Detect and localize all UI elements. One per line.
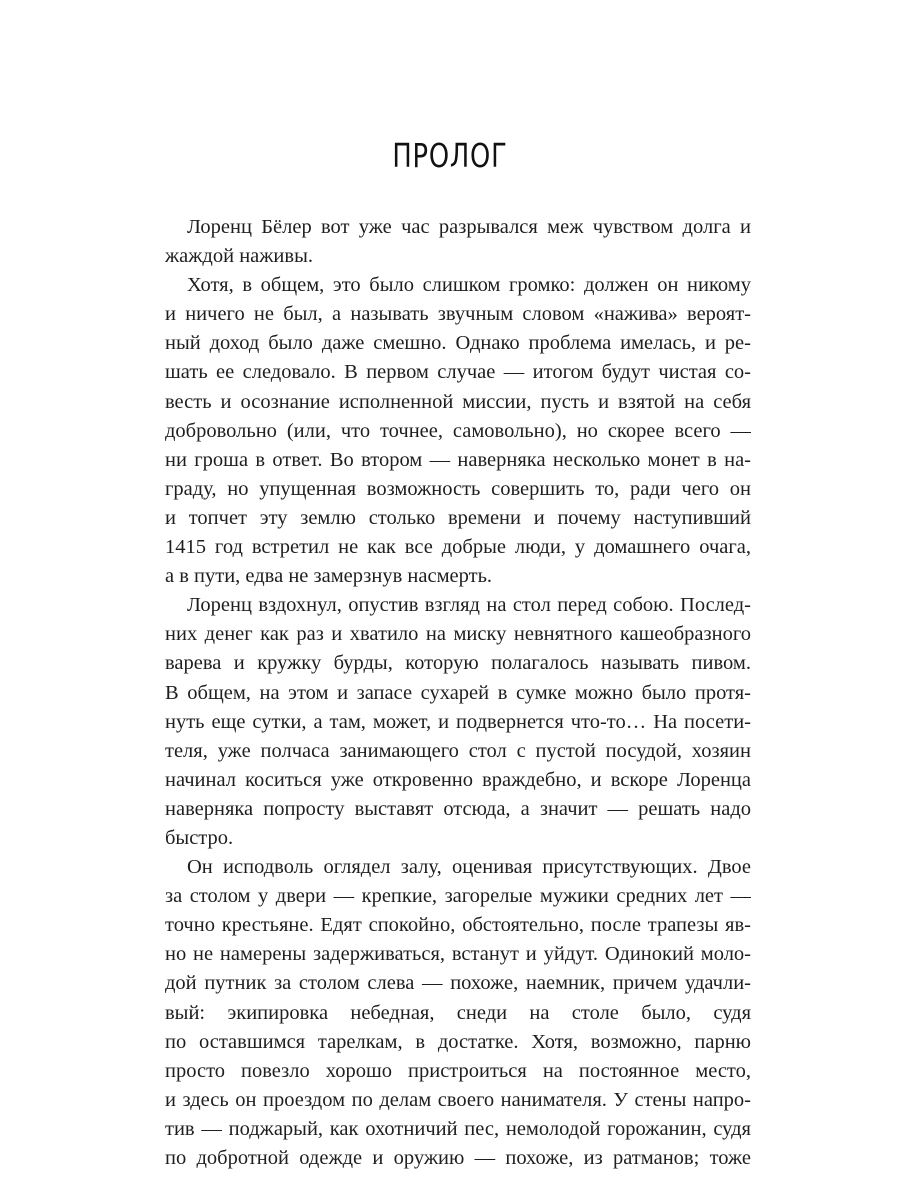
- text-line: ный доход было даже смешно. Однако проблема имелась, и ре-: [165, 332, 751, 355]
- text-line: и здесь он проездом по делам своего нанимателя. У стены напро-: [165, 1088, 751, 1111]
- text-line: Хотя, в общем, это было слишком громко: должен он никому: [187, 274, 751, 297]
- text-line: по оставшимся тарелкам, в достатке. Хотя, возможно, парню: [165, 1030, 751, 1053]
- text-line: дой путник за столом слева — похоже, наемник, причем удачли-: [165, 972, 751, 995]
- text-line: варева и кружку бурды, которую полагалось называть пивом.: [165, 652, 751, 675]
- text-line: и топчет эту землю столько времени и почему наступивший: [165, 506, 751, 529]
- text-line: В общем, на этом и запасе сухарей в сумке можно было протя-: [165, 681, 751, 704]
- text-line: но не намерены задерживаться, встанут и уйдут. Одинокий моло-: [165, 943, 751, 966]
- text-line: них денег как раз и хватило на миску невнятного кашеобразного: [165, 623, 751, 646]
- text-line: 1415 год встретил не как все добрые люди, у домашнего очага,: [165, 536, 751, 559]
- body-text: [165, 213, 751, 1173]
- text-line: начинал коситься уже откровенно враждебно, и вскоре Лоренца: [165, 768, 751, 791]
- text-line: вый: экипировка небедная, снеди на столе было, судя: [165, 1001, 751, 1024]
- text-line: весть и осознание исполненной миссии, пусть и взятой на себя: [165, 390, 751, 413]
- text-line: добровольно (или, что точнее, самовольно), но скорее всего —: [165, 419, 751, 442]
- text-line: граду, но упущенная возможность совершить то, ради чего он: [165, 477, 751, 500]
- text-line: нуть еще сутки, а там, может, и подвернется что-то… На посети-: [165, 710, 751, 733]
- text-line: и ничего не был, а называть звучным словом «нажива» вероят-: [165, 303, 751, 326]
- text-line: Он исподволь оглядел залу, оценивая присутствующих. Двое: [187, 856, 751, 879]
- text-line: просто повезло хорошо пристроиться на постоянное место,: [165, 1059, 751, 1082]
- text-line: а в пути, едва не замерзнув насмерть.: [165, 565, 493, 588]
- chapter-title: ПРОЛОГ: [392, 136, 508, 175]
- text-line: Лоренц вздохнул, опустив взгляд на стол перед собою. Послед-: [187, 594, 751, 617]
- text-line: шать ее следовало. В первом случае — итогом будут чистая со-: [165, 361, 751, 384]
- text-line: жаждой наживы.: [165, 245, 313, 268]
- text-line: за столом у двери — крепкие, загорелые мужики средних лет —: [165, 885, 751, 908]
- text-line: ни гроша в ответ. Во втором — наверняка несколько монет в на-: [165, 448, 751, 471]
- text-line: тив — поджарый, как охотничий пес, немолодой горожанин, судя: [165, 1117, 751, 1140]
- text-line: теля, уже полчаса занимающего стол с пустой посудой, хозяин: [165, 739, 751, 762]
- text-line: по добротной одежде и оружию — похоже, из ратманов; тоже: [165, 1147, 751, 1169]
- text-line: наверняка попросту выставят отсюда, а значит — решать надо: [165, 797, 751, 820]
- text-line: быстро.: [165, 826, 234, 849]
- text-line: Лоренц Бёлер вот уже час разрывался меж чувством долга и: [187, 216, 751, 238]
- text-line: точно крестьяне. Едят спокойно, обстоятельно, после трапезы яв-: [165, 914, 751, 937]
